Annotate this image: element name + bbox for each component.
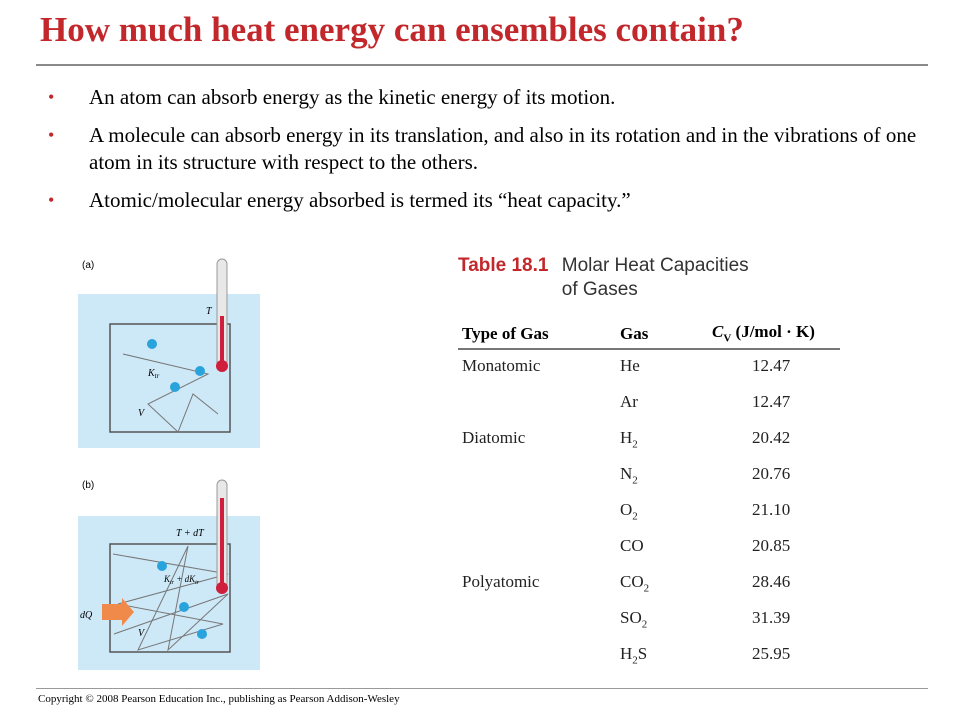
cell-cv: 12.47 [752,356,791,375]
molecule [170,382,180,392]
footer-divider [36,688,928,689]
table-row [458,572,840,608]
table-title [562,254,749,302]
cell-type: Polyatomic [462,572,540,591]
temperature-label: T [206,306,212,317]
table-row [458,356,840,392]
cell-cv: 20.42 [752,428,791,447]
molecule [147,339,157,349]
panel-b-label: (b) [82,480,95,491]
header-cv: $C_V$ (J/mol · K) [712,322,815,345]
molecule [179,602,189,612]
table-row [458,536,840,572]
molecule [197,629,207,639]
cell-cv: 28.46 [752,572,791,591]
cell-cv: 31.39 [752,608,791,627]
cell-gas: $O_2$ [620,500,638,523]
cell-cv: 12.47 [752,392,791,411]
thermometer-fluid [220,498,224,586]
volume-label: V [138,408,145,419]
cell-gas: Ar [620,392,638,411]
heat-label: dQ [80,610,93,621]
cell-gas: $CO_2$ [620,572,650,595]
cell-gas: $H_2S$ [620,644,648,667]
energy-label: $K_{tr}$ [148,368,160,380]
title-divider [36,64,928,66]
header-gas: Gas [620,324,649,343]
cell-gas: He [620,356,640,375]
cell-cv: 25.95 [752,644,791,663]
bullet-item [48,84,928,111]
bullet-list [48,84,928,225]
cell-type: Monatomic [462,356,541,375]
bullet-marker: • [48,87,55,107]
bullet-marker: • [48,190,55,210]
thermometer-fluid [220,316,224,364]
cell-cv: 20.76 [752,464,791,483]
bullet-item [48,187,928,214]
cell-type: Diatomic [462,428,526,447]
cell-gas: CO [620,536,644,555]
energy-label: $K_{tr} + dK_{tr}$ [164,574,200,586]
table-caption [458,254,749,302]
cell-gas: $SO_2$ [620,608,648,631]
table-row [458,500,840,536]
bullet-marker: • [48,125,55,145]
copyright-text: Copyright © 2008 Pearson Education Inc., publishing as Pearson Addison-Wesley [38,693,400,705]
thermometer-bulb [216,582,228,594]
panel-a-background [78,294,260,448]
volume-label: V [138,628,145,639]
thermometer-bulb [216,360,228,372]
table-row [458,464,840,500]
slide-title: How much heat energy can ensembles contain? [40,10,744,49]
bullet-text: An atom can absorb energy as the kinetic energy of its motion. [89,85,616,109]
table-title-line-2: of Gases [561,279,638,300]
molecule [195,366,205,376]
bullet-text: A molecule can absorb energy in its translation, and also in its rotation and in the vibrations of one atom in its structure with respect to the others. [89,123,917,174]
cell-cv: 21.10 [752,500,791,519]
cell-gas: $N_2$ [620,464,638,487]
header-type-of-gas: Type of Gas [462,324,549,343]
cell-cv: 20.85 [752,536,791,555]
bullet-text: Atomic/molecular energy absorbed is termed its “heat capacity.” [89,188,631,212]
table-header [458,318,840,350]
table-row [458,608,840,644]
table-title-line-1: Molar Heat Capacities [561,255,749,276]
gas-container-figure [78,254,278,674]
table-row [458,644,840,680]
table-label: Table 18.1 [458,255,549,276]
molecule [157,561,167,571]
bullet-item [48,122,928,176]
temperature-label: T + dT [176,528,204,539]
panel-a-label: (a) [82,260,95,271]
cell-gas: $H_2$ [620,428,638,451]
table-row [458,428,840,464]
table-row [458,392,840,428]
